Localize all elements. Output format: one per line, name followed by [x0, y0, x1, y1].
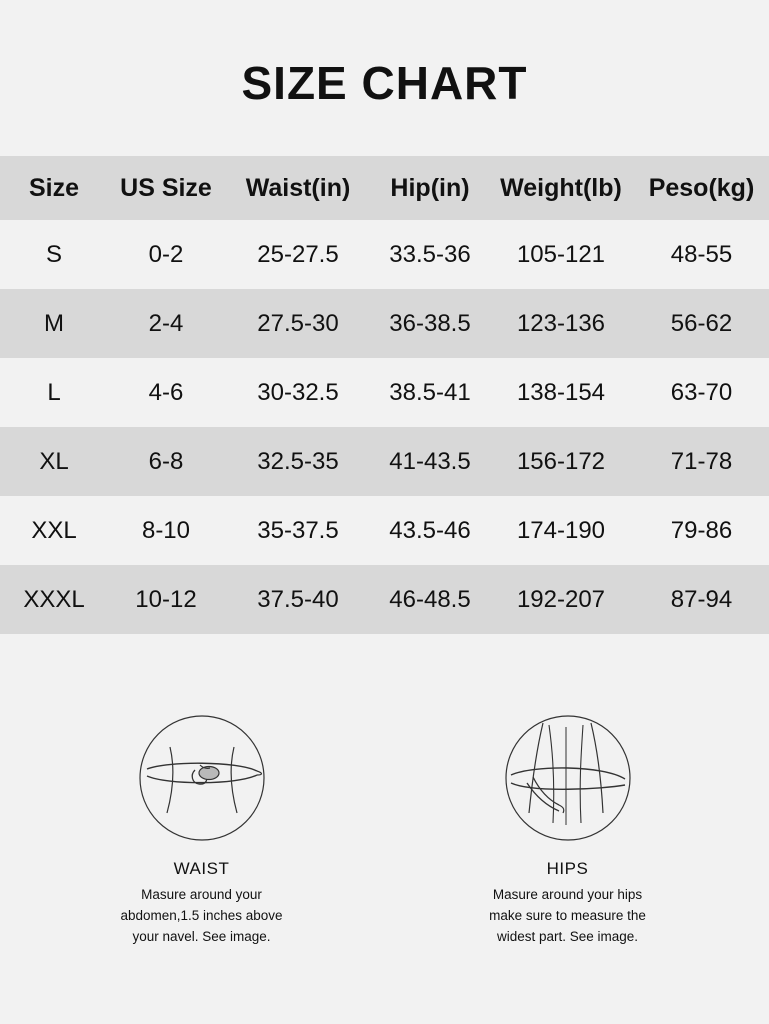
column-header-waist: Waist(in) [224, 156, 372, 220]
cell-size: XXL [0, 496, 108, 565]
waist-label: WAIST [173, 859, 230, 878]
cell-peso: 79-86 [634, 496, 769, 565]
cell-size: XXXL [0, 565, 108, 634]
table-row [0, 289, 769, 358]
cell-peso: 63-70 [634, 358, 769, 427]
hips-diagram [448, 710, 688, 948]
cell-peso: 48-55 [634, 220, 769, 289]
table-row [0, 496, 769, 565]
cell-waist: 35-37.5 [224, 496, 372, 565]
column-header-peso: Peso(kg) [634, 156, 769, 220]
cell-hip: 41-43.5 [372, 427, 488, 496]
waist-illustration [82, 710, 322, 845]
table-header-row [0, 156, 769, 220]
hips-description [448, 885, 688, 948]
cell-waist: 37.5-40 [224, 565, 372, 634]
cell-waist: 25-27.5 [224, 220, 372, 289]
table-row [0, 358, 769, 427]
measurement-diagrams [0, 710, 769, 948]
table-row [0, 220, 769, 289]
waist-desc-line-1: Masure around your [141, 887, 262, 902]
waist-measure-icon [137, 713, 267, 843]
cell-weight: 174-190 [488, 496, 634, 565]
hips-desc-line-3: widest part. See image. [496, 928, 639, 944]
cell-hip: 43.5-46 [372, 496, 488, 565]
cell-us-size: 0-2 [108, 220, 224, 289]
cell-us-size: 10-12 [108, 565, 224, 634]
cell-us-size: 6-8 [108, 427, 224, 496]
cell-weight: 105-121 [488, 220, 634, 289]
waist-diagram [82, 710, 322, 948]
cell-peso: 87-94 [634, 565, 769, 634]
cell-hip: 46-48.5 [372, 565, 488, 634]
cell-us-size: 2-4 [108, 289, 224, 358]
cell-waist: 32.5-35 [224, 427, 372, 496]
hips-label: HIPS [546, 859, 589, 878]
column-header-hip: Hip(in) [372, 156, 488, 220]
column-header-size: Size [0, 156, 108, 220]
cell-waist: 30-32.5 [224, 358, 372, 427]
cell-weight: 138-154 [488, 358, 634, 427]
cell-peso: 71-78 [634, 427, 769, 496]
cell-us-size: 8-10 [108, 496, 224, 565]
cell-hip: 36-38.5 [372, 289, 488, 358]
cell-hip: 38.5-41 [372, 358, 488, 427]
hips-desc-line-1: Masure around your hips [492, 887, 643, 902]
hips-measure-icon [503, 713, 633, 843]
cell-size: S [0, 220, 108, 289]
cell-size: XL [0, 427, 108, 496]
cell-hip: 33.5-36 [372, 220, 488, 289]
size-chart-table [0, 156, 769, 634]
cell-peso: 56-62 [634, 289, 769, 358]
waist-description [82, 885, 322, 948]
cell-size: M [0, 289, 108, 358]
page-title: SIZE CHART [241, 57, 528, 109]
hips-desc-line-2: make sure to measure the [489, 907, 646, 923]
waist-desc-line-2: abdomen,1.5 inches above [120, 907, 283, 923]
column-header-weight: Weight(lb) [488, 156, 634, 220]
table-row [0, 565, 769, 634]
cell-weight: 123-136 [488, 289, 634, 358]
cell-weight: 156-172 [488, 427, 634, 496]
cell-us-size: 4-6 [108, 358, 224, 427]
cell-size: L [0, 358, 108, 427]
cell-waist: 27.5-30 [224, 289, 372, 358]
waist-desc-line-3: your navel. See image. [132, 928, 271, 944]
cell-weight: 192-207 [488, 565, 634, 634]
hips-illustration [448, 710, 688, 845]
column-header-us-size: US Size [108, 156, 224, 220]
table-row [0, 427, 769, 496]
